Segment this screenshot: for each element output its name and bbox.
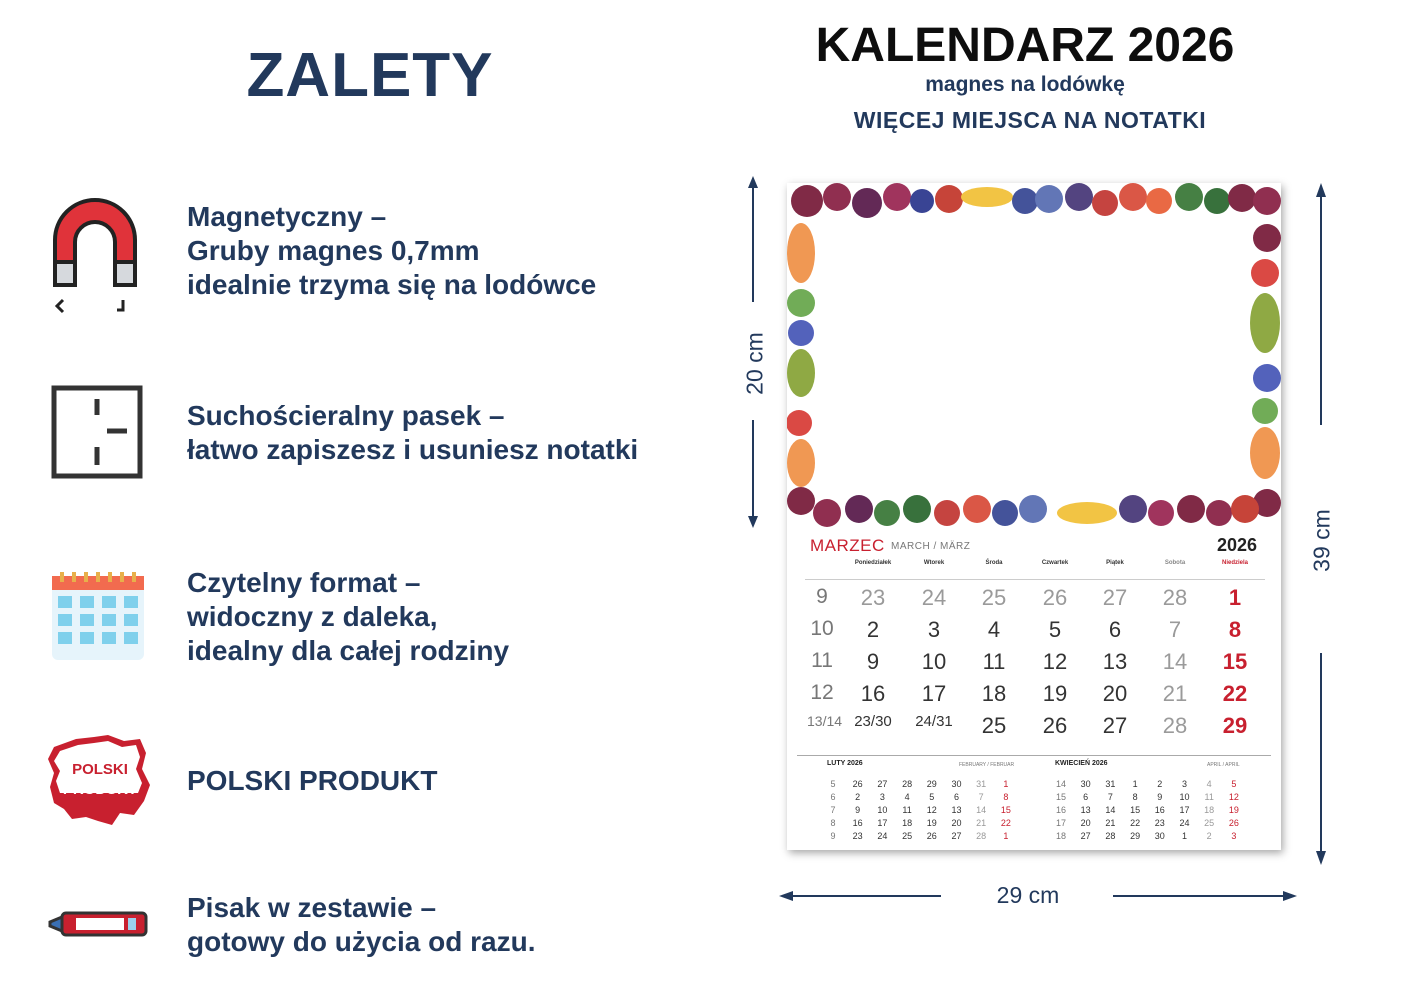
mini-day-cell: 28 [976, 831, 987, 841]
day-header: Niedziela [1221, 560, 1248, 566]
mini-day-cell: 5 [929, 792, 935, 802]
mini-day-cell: 14 [1105, 805, 1116, 815]
mini-day-cell: 21 [976, 818, 987, 828]
mini-day-cell: 1 [1132, 779, 1138, 789]
mini-day-cell: 5 [1231, 779, 1237, 789]
mini-day-cell: 3 [879, 792, 885, 802]
mini-day-cell: 31 [976, 779, 987, 789]
mini-day-cell: 15 [1000, 805, 1011, 815]
fruit-frame-photo [787, 183, 1281, 527]
day-header: Piątek [1106, 560, 1124, 566]
feature-magnetic-text: Magnetyczny – Gruby magnes 0,7mm idealnie trzyma się na lodówce [187, 201, 597, 300]
mini-day-cell: 15 [1055, 792, 1066, 802]
poland-badge-line2: PRODUKT [62, 781, 138, 798]
mini-day-cell: 13 [951, 805, 962, 815]
day-cell: 16 [860, 681, 886, 706]
width-29-label: 29 cm [996, 882, 1060, 908]
mini-day-cell: 7 [830, 805, 836, 815]
day-cell: 5 [1048, 617, 1062, 642]
mini-day-cell: 16 [1055, 805, 1066, 815]
mini-day-cell: 30 [1154, 831, 1165, 841]
mini-day-cell: 14 [976, 805, 987, 815]
mini-day-cell: 13 [1080, 805, 1091, 815]
mini-day-cell: 21 [1105, 818, 1116, 828]
mini-day-cell: 26 [926, 831, 937, 841]
mini-day-cell: 31 [1105, 779, 1116, 789]
mini-day-cell: 2 [1157, 779, 1163, 789]
week-number: 9 [816, 585, 828, 608]
mini-day-cell: 3 [1231, 831, 1237, 841]
mini-day-cell: 29 [926, 779, 937, 789]
marker-pen-icon [46, 905, 152, 950]
mini-day-cell: 1 [1181, 831, 1187, 841]
day-cell: 27 [1102, 713, 1128, 738]
mini-month-title: KWIECIEŃ 2026 [1055, 760, 1108, 767]
whiteboard-icon [51, 385, 143, 486]
mini-day-cell: 26 [1228, 818, 1239, 828]
week-number: 10 [810, 617, 834, 640]
mini-day-cell: 28 [1105, 831, 1116, 841]
mini-day-cell: 20 [951, 818, 962, 828]
week-number: 12 [810, 681, 834, 704]
mini-day-cell: 2 [1206, 831, 1212, 841]
mini-day-cell: 10 [877, 805, 888, 815]
day-cell: 28 [1162, 585, 1188, 610]
mini-day-cell: 23 [852, 831, 863, 841]
mini-day-cell: 3 [1181, 779, 1187, 789]
mini-day-cell: 17 [1179, 805, 1190, 815]
day-cell: 6 [1108, 617, 1122, 642]
mini-day-cell: 22 [1130, 818, 1141, 828]
mini-day-cell: 30 [1080, 779, 1091, 789]
mini-day-cell: 16 [1154, 805, 1165, 815]
mini-day-cell: 8 [1003, 792, 1009, 802]
product-title: KALENDARZ 2026 [815, 19, 1235, 72]
mini-month-subtitle: FEBRUARY / FEBRUAR [959, 762, 1015, 768]
mini-day-cell: 8 [830, 818, 836, 828]
year-label: 2026 [1216, 535, 1257, 555]
day-header: Poniedziałek [854, 560, 892, 566]
day-cell: 3 [927, 617, 941, 642]
mini-day-cell: 9 [1157, 792, 1163, 802]
day-cell: 17 [921, 681, 947, 706]
height-39-label: 39 cm [1308, 509, 1335, 572]
mini-day-cell: 1 [1003, 779, 1009, 789]
day-cell: 22 [1222, 681, 1248, 706]
day-cell: 27 [1102, 585, 1128, 610]
mini-day-cell: 24 [877, 831, 888, 841]
day-cell: 14 [1162, 649, 1188, 674]
day-cell: 2 [866, 617, 880, 642]
day-cell: 28 [1162, 713, 1188, 738]
feature-whiteboard-text: Suchościeralny pasek – łatwo zapiszesz i usuniesz notatki [187, 400, 639, 465]
day-header: Środa [985, 560, 1003, 566]
mini-day-cell: 24 [1179, 818, 1190, 828]
mini-day-cell: 11 [1204, 792, 1214, 802]
mini-day-cell: 28 [902, 779, 913, 789]
mini-day-cell: 4 [1206, 779, 1212, 789]
day-cell: 26 [1042, 585, 1068, 610]
day-cell: 4 [987, 617, 1001, 642]
day-cell: 15 [1222, 649, 1248, 674]
mini-day-cell: 16 [852, 818, 863, 828]
mini-day-cell: 25 [1204, 818, 1215, 828]
mini-day-cell: 18 [1204, 805, 1215, 815]
mini-day-cell: 12 [926, 805, 937, 815]
feature-polish-text: POLSKI PRODUKT [187, 765, 438, 796]
day-cell: 8 [1228, 617, 1242, 642]
mini-day-cell: 15 [1130, 805, 1141, 815]
mini-day-cell: 27 [951, 831, 962, 841]
calendar-preview [787, 183, 1281, 850]
advantages-title: ZALETY [246, 41, 494, 110]
day-cell: 24/31 [915, 713, 953, 730]
day-cell: 11 [982, 649, 1006, 674]
day-cell: 29 [1222, 713, 1248, 738]
mini-day-cell: 30 [951, 779, 962, 789]
mini-day-cell: 18 [1055, 831, 1066, 841]
day-cell: 23 [860, 585, 886, 610]
week-number: 11 [811, 649, 833, 672]
mini-day-cell: 8 [1132, 792, 1138, 802]
mini-day-cell: 18 [902, 818, 913, 828]
calendar-icon [50, 570, 146, 667]
mini-day-cell: 22 [1000, 818, 1011, 828]
mini-day-cell: 17 [877, 818, 888, 828]
mini-day-cell: 25 [902, 831, 913, 841]
mini-day-cell: 1 [1003, 831, 1009, 841]
day-cell: 18 [981, 681, 1007, 706]
day-header: Czwartek [1041, 560, 1069, 566]
mini-day-cell: 27 [877, 779, 888, 789]
day-cell: 25 [981, 585, 1007, 610]
day-cell: 26 [1042, 713, 1068, 738]
mini-day-cell: 14 [1055, 779, 1066, 789]
mini-day-cell: 19 [926, 818, 937, 828]
mini-day-cell: 5 [830, 779, 836, 789]
mini-day-cell: 11 [902, 805, 912, 815]
day-cell: 19 [1042, 681, 1068, 706]
mini-day-cell: 6 [1083, 792, 1089, 802]
mini-month-title: LUTY 2026 [827, 760, 863, 767]
mini-day-cell: 7 [1107, 792, 1113, 802]
mini-day-cell: 6 [953, 792, 959, 802]
mini-day-cell: 6 [830, 792, 836, 802]
product-subtitle: magnes na lodówkę [925, 73, 1125, 96]
day-cell: 7 [1168, 617, 1182, 642]
product-tagline: WIĘCEJ MIEJSCA NA NOTATKI [853, 107, 1207, 133]
week-number: 13/14 [807, 713, 843, 729]
day-cell: 1 [1228, 585, 1242, 610]
day-cell: 13 [1102, 649, 1128, 674]
day-cell: 10 [921, 649, 947, 674]
month-subtitle: MARCH / MÄRZ [891, 541, 971, 552]
mini-day-cell: 26 [852, 779, 863, 789]
mini-day-cell: 29 [1130, 831, 1141, 841]
feature-readable-text: Czytelny format – widoczny z daleka, idealny dla całej rodziny [187, 567, 510, 666]
mini-day-cell: 7 [978, 792, 984, 802]
day-cell: 20 [1102, 681, 1128, 706]
day-cell: 12 [1042, 649, 1068, 674]
mini-day-cell: 20 [1080, 818, 1091, 828]
mini-day-cell: 9 [855, 805, 861, 815]
mini-day-cell: 19 [1228, 805, 1239, 815]
day-cell: 24 [921, 585, 947, 610]
feature-pen-text: Pisak w zestawie – gotowy do użycia od razu. [187, 892, 536, 957]
day-cell: 25 [981, 713, 1007, 738]
day-header: Sobota [1164, 560, 1186, 566]
mini-day-cell: 17 [1055, 818, 1066, 828]
mini-day-cell: 9 [830, 831, 836, 841]
day-cell: 23/30 [854, 713, 892, 730]
mini-day-cell: 27 [1080, 831, 1091, 841]
calendar-grid [787, 527, 1281, 850]
mini-day-cell: 12 [1228, 792, 1239, 802]
mini-month-subtitle: APRIL / APRIL [1207, 762, 1240, 768]
magnet-icon [45, 190, 145, 325]
mini-day-cell: 23 [1154, 818, 1165, 828]
day-header: Wtorek [923, 560, 945, 566]
day-cell: 21 [1162, 681, 1188, 706]
mini-day-cell: 10 [1179, 792, 1190, 802]
height-20-label: 20 cm [741, 332, 768, 395]
month-name: MARZEC [810, 536, 885, 555]
poland-badge-line1: POLSKI [72, 761, 128, 778]
mini-day-cell: 4 [904, 792, 910, 802]
mini-day-cell: 2 [855, 792, 861, 802]
day-cell: 9 [866, 649, 880, 674]
